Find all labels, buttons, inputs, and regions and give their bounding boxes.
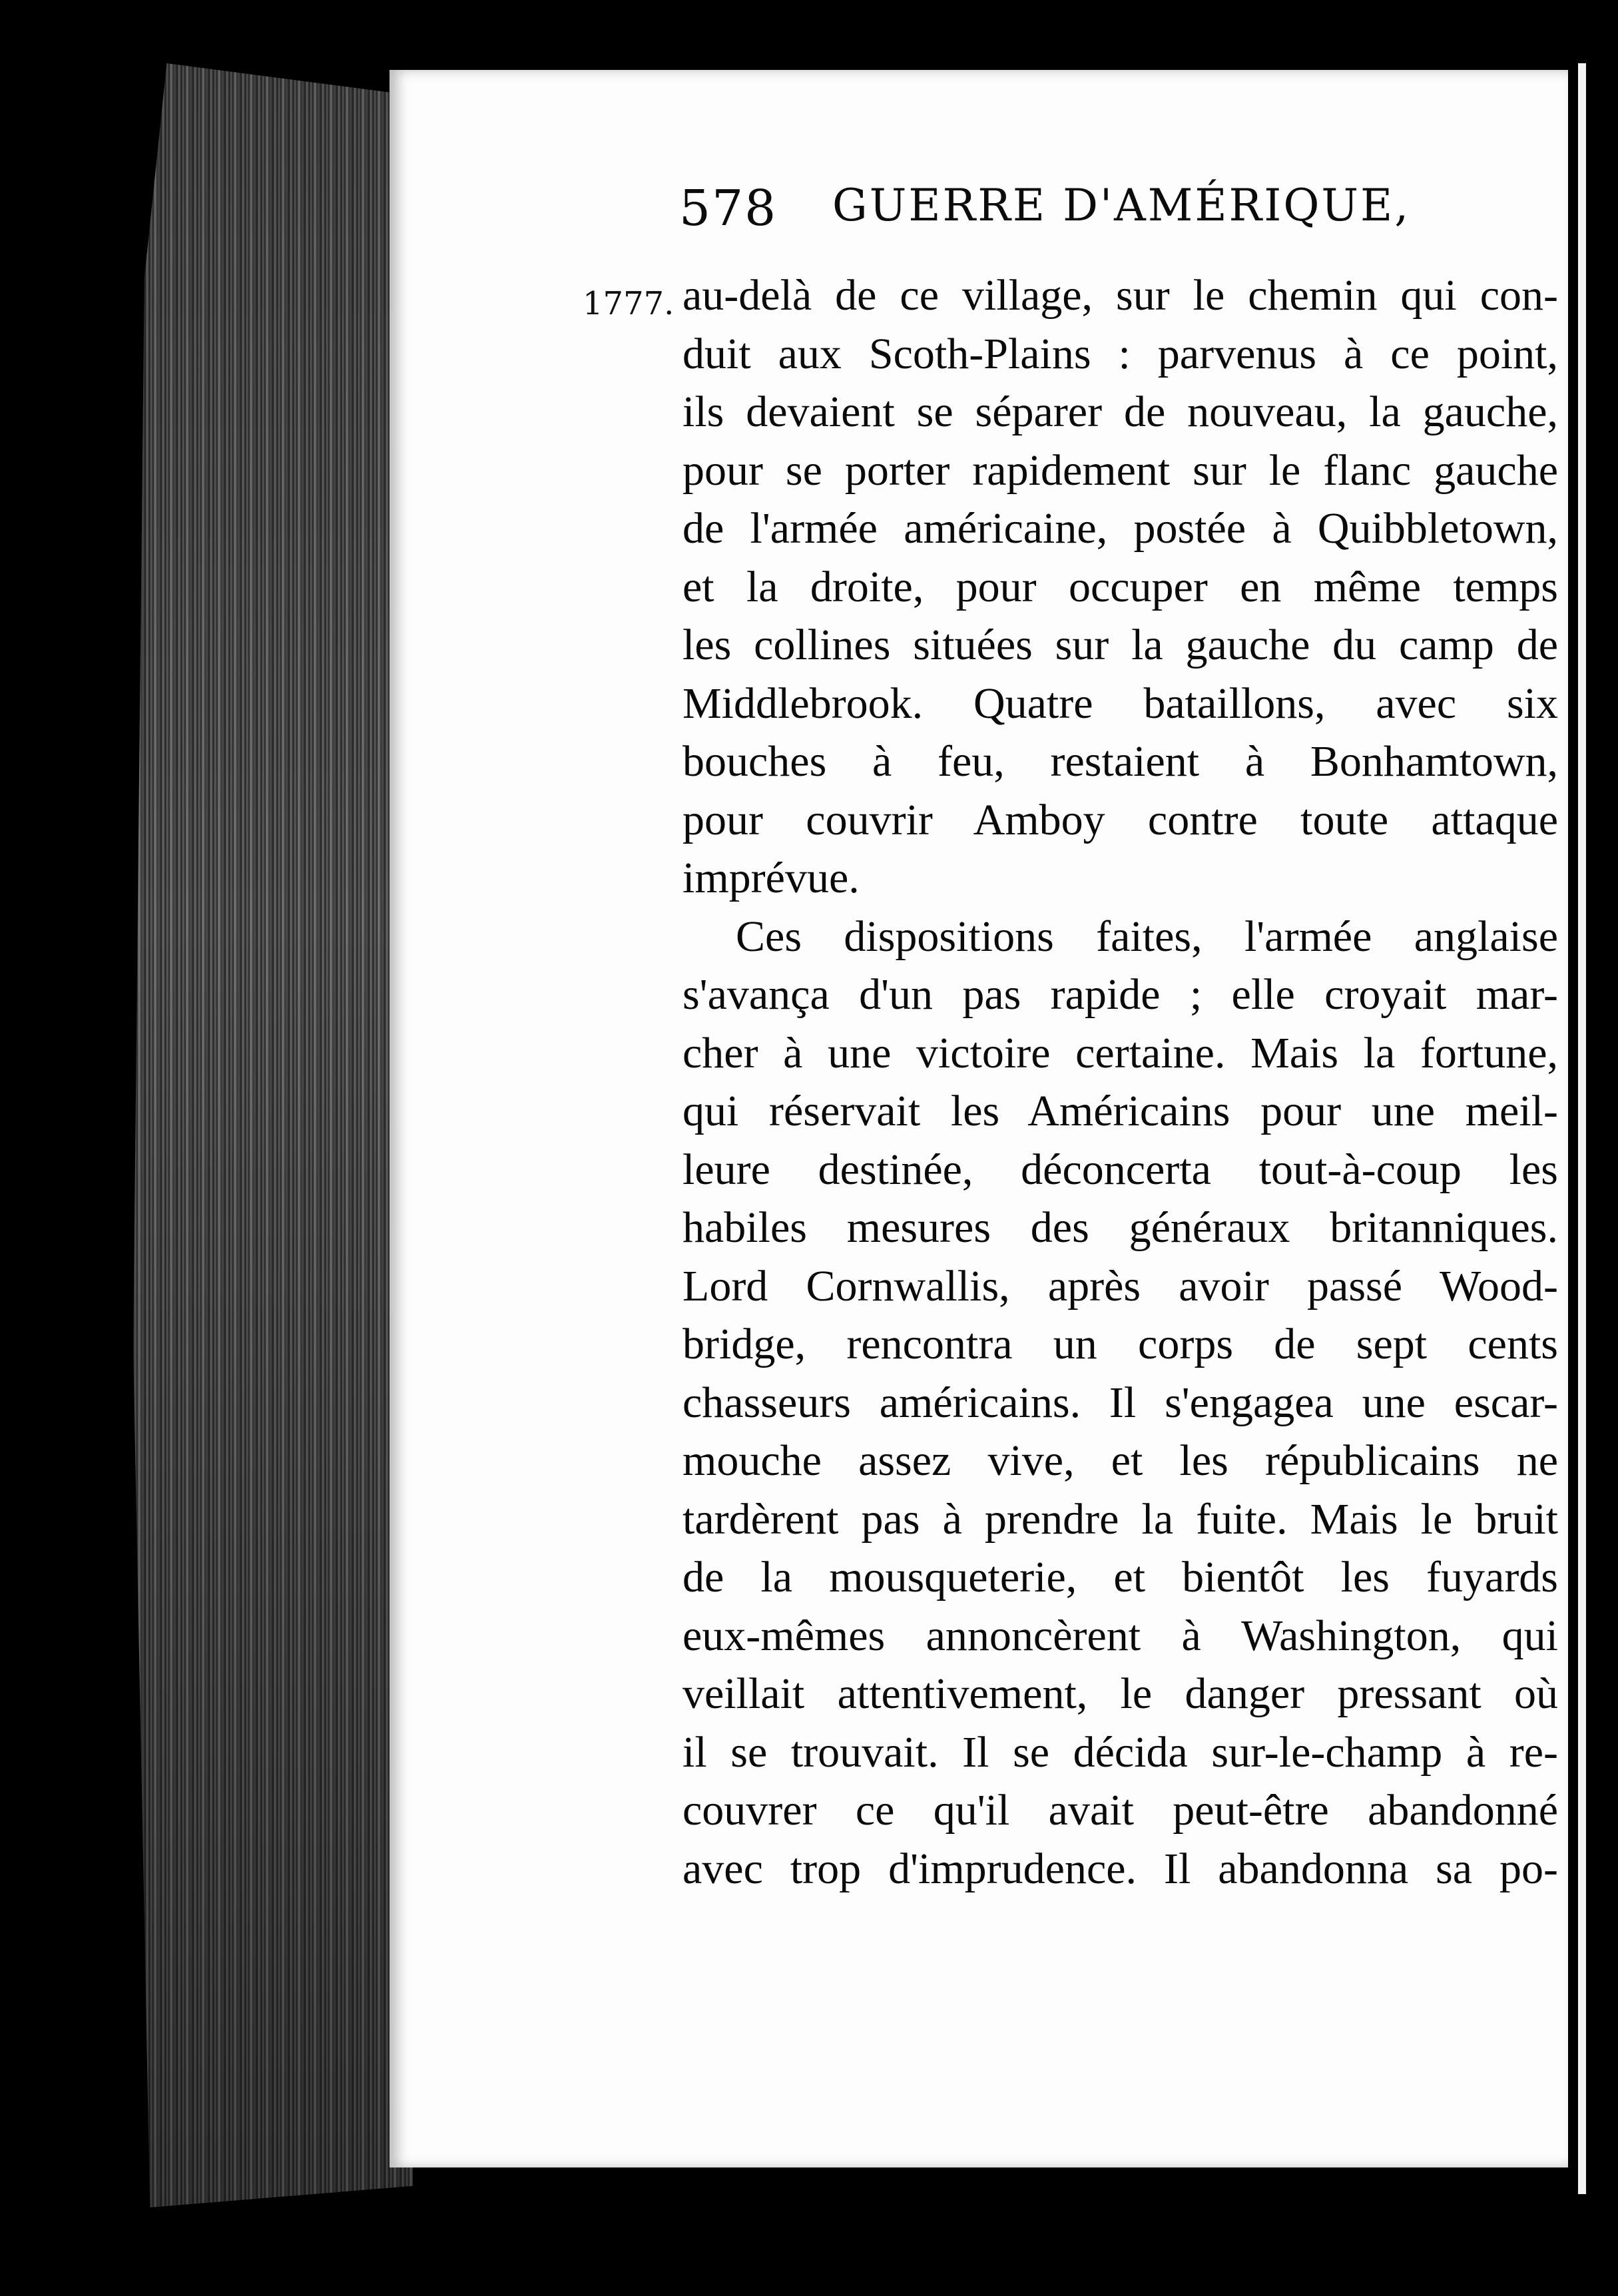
text-line: couvrer ce qu'il avait peut-être abandonné <box>682 1786 1558 1835</box>
text-line: eux-mêmes annoncèrent à Washington, qui <box>682 1611 1558 1660</box>
text-line: bouches à feu, restaient à Bonhamtown, <box>682 737 1558 786</box>
text-line: Ces dispositions faites, l'armée anglaise <box>736 912 1558 961</box>
text-line: leure destinée, déconcerta tout-à-coup les <box>682 1145 1558 1194</box>
text-line: veillait attentivement, le danger pressant où <box>682 1669 1558 1718</box>
page-number: 578 <box>679 180 778 237</box>
text-line: Middlebrook. Quatre bataillons, avec six <box>682 679 1558 728</box>
text-line: duit aux Scoth-Plains : parvenus à ce point, <box>682 329 1558 378</box>
text-line: pour couvrir Amboy contre toute attaque <box>682 795 1558 844</box>
text-line: au-delà de ce village, sur le chemin qui con- <box>682 271 1558 320</box>
text-line: qui réservait les Américains pour une meil- <box>682 1087 1558 1135</box>
text-line: Lord Cornwallis, après avoir passé Wood- <box>682 1261 1558 1310</box>
text-line: cher à une victoire certaine. Mais la fortune, <box>682 1028 1558 1077</box>
text-line: ils devaient se séparer de nouveau, la gauche, <box>682 388 1558 436</box>
page-title: GUERRE D'AMÉRIQUE, <box>832 180 1411 231</box>
text-line: de la mousqueterie, et bientôt les fuyards <box>682 1553 1558 1601</box>
text-line: tardèrent pas à prendre la fuite. Mais le bruit <box>682 1494 1558 1544</box>
text-line: les collines situées sur la gauche du camp de <box>682 621 1558 669</box>
text-line: imprévue. <box>682 854 860 902</box>
running-head <box>679 180 1558 253</box>
text-line: mouche assez vive, et les républicains ne <box>682 1436 1558 1485</box>
text-line: il se trouvait. Il se décida sur-le-champ à re- <box>682 1727 1558 1777</box>
text-line: de l'armée américaine, postée à Quibbletown, <box>682 504 1558 553</box>
year-margin-note: 1777. <box>583 285 674 322</box>
text-line: bridge, rencontra un corps de sept cents <box>682 1320 1558 1368</box>
body-text <box>682 266 1558 1898</box>
page-right-edge <box>1578 63 1586 2194</box>
text-line: s'avança d'un pas rapide ; elle croyait mar- <box>682 970 1558 1019</box>
text-line: avec trop d'imprudence. Il abandonna sa po- <box>682 1844 1558 1893</box>
book-page-edges <box>133 63 413 2207</box>
text-line: pour se porter rapidement sur le flanc gauche <box>682 445 1558 495</box>
text-line: et la droite, pour occuper en même temps <box>682 562 1558 611</box>
text-line: chasseurs américains. Il s'engagea une escar- <box>682 1378 1558 1427</box>
text-line: habiles mesures des généraux britanniques. <box>682 1203 1558 1252</box>
